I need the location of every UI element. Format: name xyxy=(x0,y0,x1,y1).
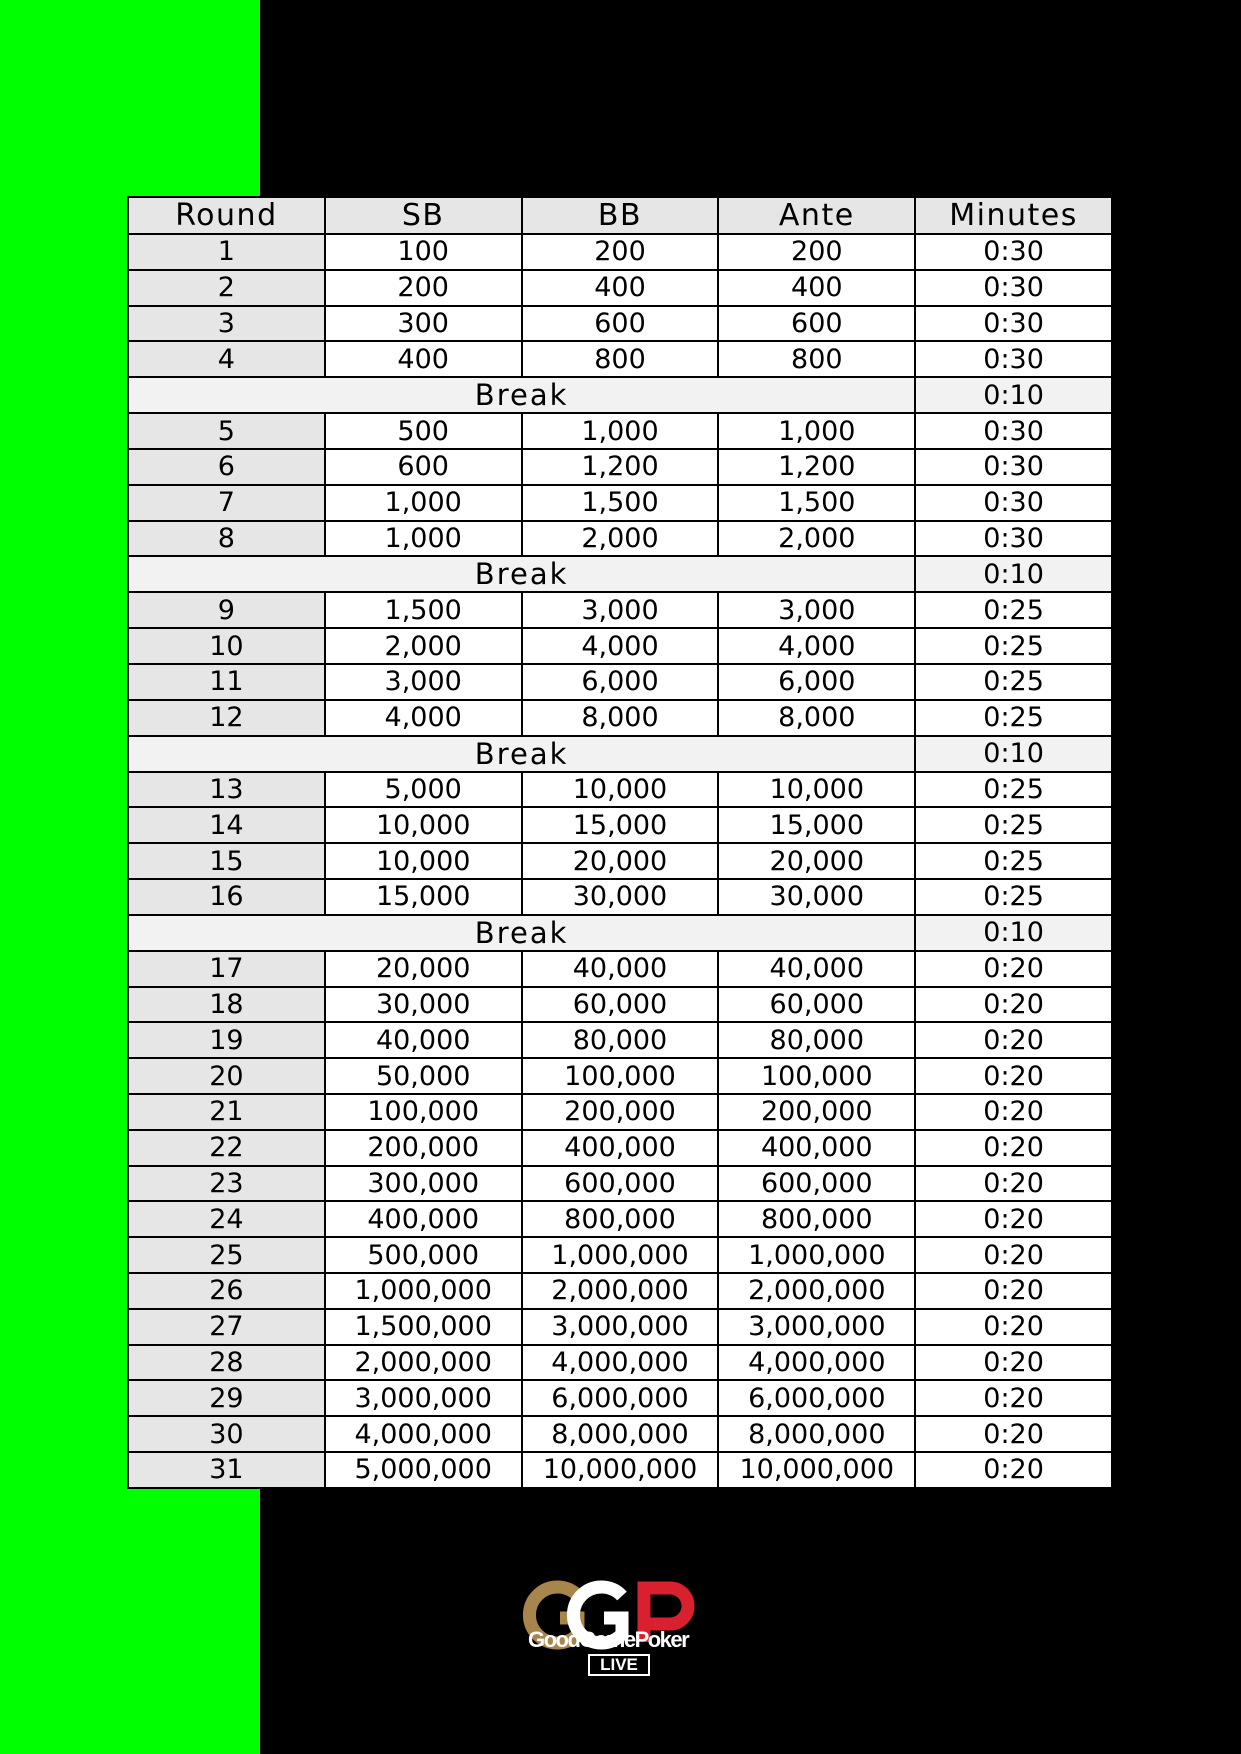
table-row xyxy=(128,700,1112,736)
round-cell: 9 xyxy=(128,592,325,628)
ante-cell: 30,000 xyxy=(718,879,915,915)
break-label: Break xyxy=(128,377,915,413)
bb-cell: 3,000 xyxy=(522,592,719,628)
logo-wordmark: GoodGamePoker xyxy=(528,1627,689,1652)
table-row xyxy=(128,1094,1112,1130)
round-cell: 29 xyxy=(128,1380,325,1416)
ante-cell: 600,000 xyxy=(718,1166,915,1202)
bb-cell: 800 xyxy=(522,341,719,377)
break-minutes: 0:10 xyxy=(915,736,1112,772)
ante-cell: 400,000 xyxy=(718,1130,915,1166)
sb-cell: 200,000 xyxy=(325,1130,522,1166)
sb-cell: 400 xyxy=(325,341,522,377)
round-cell: 21 xyxy=(128,1094,325,1130)
bb-cell: 15,000 xyxy=(522,807,719,843)
table-row xyxy=(128,1058,1112,1094)
table-header-row xyxy=(128,197,1112,234)
minutes-cell: 0:20 xyxy=(915,1201,1112,1237)
sb-cell: 100,000 xyxy=(325,1094,522,1130)
bb-cell: 3,000,000 xyxy=(522,1309,719,1345)
sb-cell: 300,000 xyxy=(325,1166,522,1202)
minutes-cell: 0:20 xyxy=(915,1130,1112,1166)
ante-cell: 100,000 xyxy=(718,1058,915,1094)
table-row xyxy=(128,1022,1112,1058)
sb-cell: 400,000 xyxy=(325,1201,522,1237)
ante-cell: 6,000 xyxy=(718,664,915,700)
bb-cell: 6,000,000 xyxy=(522,1380,719,1416)
sb-cell: 15,000 xyxy=(325,879,522,915)
bb-cell: 2,000,000 xyxy=(522,1273,719,1309)
sb-cell: 10,000 xyxy=(325,807,522,843)
table-row xyxy=(128,306,1112,342)
bb-cell: 800,000 xyxy=(522,1201,719,1237)
sb-cell: 10,000 xyxy=(325,843,522,879)
ante-cell: 4,000 xyxy=(718,628,915,664)
minutes-cell: 0:20 xyxy=(915,1380,1112,1416)
minutes-cell: 0:20 xyxy=(915,951,1112,987)
header-ante: Ante xyxy=(718,197,915,234)
bb-cell: 100,000 xyxy=(522,1058,719,1094)
ante-cell: 3,000 xyxy=(718,592,915,628)
round-cell: 17 xyxy=(128,951,325,987)
sb-cell: 300 xyxy=(325,306,522,342)
table-row xyxy=(128,1273,1112,1309)
bb-cell: 400,000 xyxy=(522,1130,719,1166)
ante-cell: 4,000,000 xyxy=(718,1345,915,1381)
bb-cell: 1,200 xyxy=(522,449,719,485)
minutes-cell: 0:20 xyxy=(915,1452,1112,1488)
minutes-cell: 0:30 xyxy=(915,234,1112,270)
table-row xyxy=(128,1237,1112,1273)
minutes-cell: 0:30 xyxy=(915,341,1112,377)
ante-cell: 800,000 xyxy=(718,1201,915,1237)
ante-cell: 1,000 xyxy=(718,413,915,449)
table-row xyxy=(128,1130,1112,1166)
minutes-cell: 0:30 xyxy=(915,485,1112,521)
break-row xyxy=(128,556,1112,592)
ante-cell: 1,500 xyxy=(718,485,915,521)
minutes-cell: 0:25 xyxy=(915,628,1112,664)
bb-cell: 80,000 xyxy=(522,1022,719,1058)
sb-cell: 4,000,000 xyxy=(325,1416,522,1452)
table-row xyxy=(128,1201,1112,1237)
round-cell: 24 xyxy=(128,1201,325,1237)
break-label: Break xyxy=(128,915,915,951)
sb-cell: 20,000 xyxy=(325,951,522,987)
bb-cell: 400 xyxy=(522,270,719,306)
minutes-cell: 0:20 xyxy=(915,1094,1112,1130)
round-cell: 15 xyxy=(128,843,325,879)
minutes-cell: 0:20 xyxy=(915,987,1112,1023)
sb-cell: 1,000 xyxy=(325,485,522,521)
minutes-cell: 0:25 xyxy=(915,879,1112,915)
minutes-cell: 0:20 xyxy=(915,1309,1112,1345)
sb-cell: 50,000 xyxy=(325,1058,522,1094)
minutes-cell: 0:20 xyxy=(915,1345,1112,1381)
sb-cell: 1,500 xyxy=(325,592,522,628)
round-cell: 11 xyxy=(128,664,325,700)
break-row xyxy=(128,736,1112,772)
round-cell: 3 xyxy=(128,306,325,342)
table-row xyxy=(128,521,1112,557)
table-row xyxy=(128,1166,1112,1202)
bb-cell: 4,000 xyxy=(522,628,719,664)
round-cell: 6 xyxy=(128,449,325,485)
bb-cell: 20,000 xyxy=(522,843,719,879)
table-row xyxy=(128,807,1112,843)
blind-structure-table xyxy=(127,196,1113,1489)
sb-cell: 3,000 xyxy=(325,664,522,700)
sb-cell: 500 xyxy=(325,413,522,449)
break-minutes: 0:10 xyxy=(915,915,1112,951)
round-cell: 1 xyxy=(128,234,325,270)
bb-cell: 8,000,000 xyxy=(522,1416,719,1452)
ante-cell: 80,000 xyxy=(718,1022,915,1058)
sb-cell: 600 xyxy=(325,449,522,485)
ante-cell: 20,000 xyxy=(718,843,915,879)
break-minutes: 0:10 xyxy=(915,377,1112,413)
ante-cell: 40,000 xyxy=(718,951,915,987)
minutes-cell: 0:20 xyxy=(915,1166,1112,1202)
minutes-cell: 0:30 xyxy=(915,449,1112,485)
ante-cell: 400 xyxy=(718,270,915,306)
round-cell: 28 xyxy=(128,1345,325,1381)
minutes-cell: 0:20 xyxy=(915,1058,1112,1094)
round-cell: 10 xyxy=(128,628,325,664)
header-round: Round xyxy=(128,197,325,234)
round-cell: 22 xyxy=(128,1130,325,1166)
round-cell: 16 xyxy=(128,879,325,915)
break-label: Break xyxy=(128,736,915,772)
table-row xyxy=(128,772,1112,808)
ante-cell: 15,000 xyxy=(718,807,915,843)
round-cell: 19 xyxy=(128,1022,325,1058)
minutes-cell: 0:20 xyxy=(915,1273,1112,1309)
round-cell: 2 xyxy=(128,270,325,306)
round-cell: 13 xyxy=(128,772,325,808)
round-cell: 23 xyxy=(128,1166,325,1202)
minutes-cell: 0:30 xyxy=(915,521,1112,557)
round-cell: 8 xyxy=(128,521,325,557)
bb-cell: 200 xyxy=(522,234,719,270)
sb-cell: 5,000 xyxy=(325,772,522,808)
ante-cell: 3,000,000 xyxy=(718,1309,915,1345)
table-row xyxy=(128,341,1112,377)
table-row xyxy=(128,1345,1112,1381)
table-row xyxy=(128,1416,1112,1452)
sb-cell: 1,000,000 xyxy=(325,1273,522,1309)
bb-cell: 60,000 xyxy=(522,987,719,1023)
sb-cell: 30,000 xyxy=(325,987,522,1023)
bb-cell: 600,000 xyxy=(522,1166,719,1202)
bb-cell: 10,000 xyxy=(522,772,719,808)
ante-cell: 10,000,000 xyxy=(718,1452,915,1488)
bb-cell: 10,000,000 xyxy=(522,1452,719,1488)
minutes-cell: 0:20 xyxy=(915,1022,1112,1058)
table-row xyxy=(128,592,1112,628)
bb-cell: 40,000 xyxy=(522,951,719,987)
ante-cell: 8,000,000 xyxy=(718,1416,915,1452)
table-row xyxy=(128,987,1112,1023)
ggpoker-live-logo xyxy=(520,1574,720,1678)
break-minutes: 0:10 xyxy=(915,556,1112,592)
round-cell: 27 xyxy=(128,1309,325,1345)
bb-cell: 1,000,000 xyxy=(522,1237,719,1273)
ante-cell: 200,000 xyxy=(718,1094,915,1130)
header-minutes: Minutes xyxy=(915,197,1112,234)
round-cell: 4 xyxy=(128,341,325,377)
minutes-cell: 0:20 xyxy=(915,1416,1112,1452)
ante-cell: 1,200 xyxy=(718,449,915,485)
sb-cell: 4,000 xyxy=(325,700,522,736)
minutes-cell: 0:25 xyxy=(915,700,1112,736)
minutes-cell: 0:25 xyxy=(915,664,1112,700)
table-row xyxy=(128,1380,1112,1416)
table-row xyxy=(128,413,1112,449)
ante-cell: 8,000 xyxy=(718,700,915,736)
round-cell: 7 xyxy=(128,485,325,521)
bb-cell: 6,000 xyxy=(522,664,719,700)
minutes-cell: 0:25 xyxy=(915,843,1112,879)
sb-cell: 5,000,000 xyxy=(325,1452,522,1488)
bb-cell: 1,000 xyxy=(522,413,719,449)
sb-cell: 500,000 xyxy=(325,1237,522,1273)
table-row xyxy=(128,485,1112,521)
round-cell: 5 xyxy=(128,413,325,449)
ante-cell: 1,000,000 xyxy=(718,1237,915,1273)
sb-cell: 40,000 xyxy=(325,1022,522,1058)
sb-cell: 2,000,000 xyxy=(325,1345,522,1381)
table-row xyxy=(128,449,1112,485)
minutes-cell: 0:30 xyxy=(915,413,1112,449)
table-row xyxy=(128,628,1112,664)
sb-cell: 200 xyxy=(325,270,522,306)
bb-cell: 2,000 xyxy=(522,521,719,557)
sb-cell: 100 xyxy=(325,234,522,270)
round-cell: 25 xyxy=(128,1237,325,1273)
round-cell: 20 xyxy=(128,1058,325,1094)
bb-cell: 4,000,000 xyxy=(522,1345,719,1381)
bb-cell: 200,000 xyxy=(522,1094,719,1130)
logo-live-badge: LIVE xyxy=(588,1654,650,1676)
sb-cell: 2,000 xyxy=(325,628,522,664)
table-row xyxy=(128,664,1112,700)
round-cell: 12 xyxy=(128,700,325,736)
round-cell: 14 xyxy=(128,807,325,843)
round-cell: 18 xyxy=(128,987,325,1023)
bb-cell: 30,000 xyxy=(522,879,719,915)
sb-cell: 3,000,000 xyxy=(325,1380,522,1416)
table-row xyxy=(128,234,1112,270)
minutes-cell: 0:25 xyxy=(915,772,1112,808)
table-row xyxy=(128,1309,1112,1345)
table-row xyxy=(128,879,1112,915)
bb-cell: 600 xyxy=(522,306,719,342)
table-row xyxy=(128,951,1112,987)
ante-cell: 60,000 xyxy=(718,987,915,1023)
ante-cell: 200 xyxy=(718,234,915,270)
break-row xyxy=(128,377,1112,413)
header-sb: SB xyxy=(325,197,522,234)
minutes-cell: 0:25 xyxy=(915,592,1112,628)
round-cell: 31 xyxy=(128,1452,325,1488)
header-bb: BB xyxy=(522,197,719,234)
bb-cell: 8,000 xyxy=(522,700,719,736)
table-body xyxy=(128,234,1112,1488)
ante-cell: 2,000,000 xyxy=(718,1273,915,1309)
sb-cell: 1,000 xyxy=(325,521,522,557)
ante-cell: 6,000,000 xyxy=(718,1380,915,1416)
ante-cell: 10,000 xyxy=(718,772,915,808)
sb-cell: 1,500,000 xyxy=(325,1309,522,1345)
break-label: Break xyxy=(128,556,915,592)
round-cell: 30 xyxy=(128,1416,325,1452)
table-row xyxy=(128,843,1112,879)
table-row xyxy=(128,1452,1112,1488)
minutes-cell: 0:30 xyxy=(915,306,1112,342)
minutes-cell: 0:20 xyxy=(915,1237,1112,1273)
minutes-cell: 0:25 xyxy=(915,807,1112,843)
table-row xyxy=(128,270,1112,306)
ante-cell: 600 xyxy=(718,306,915,342)
bb-cell: 1,500 xyxy=(522,485,719,521)
ante-cell: 2,000 xyxy=(718,521,915,557)
ante-cell: 800 xyxy=(718,341,915,377)
break-row xyxy=(128,915,1112,951)
round-cell: 26 xyxy=(128,1273,325,1309)
minutes-cell: 0:30 xyxy=(915,270,1112,306)
